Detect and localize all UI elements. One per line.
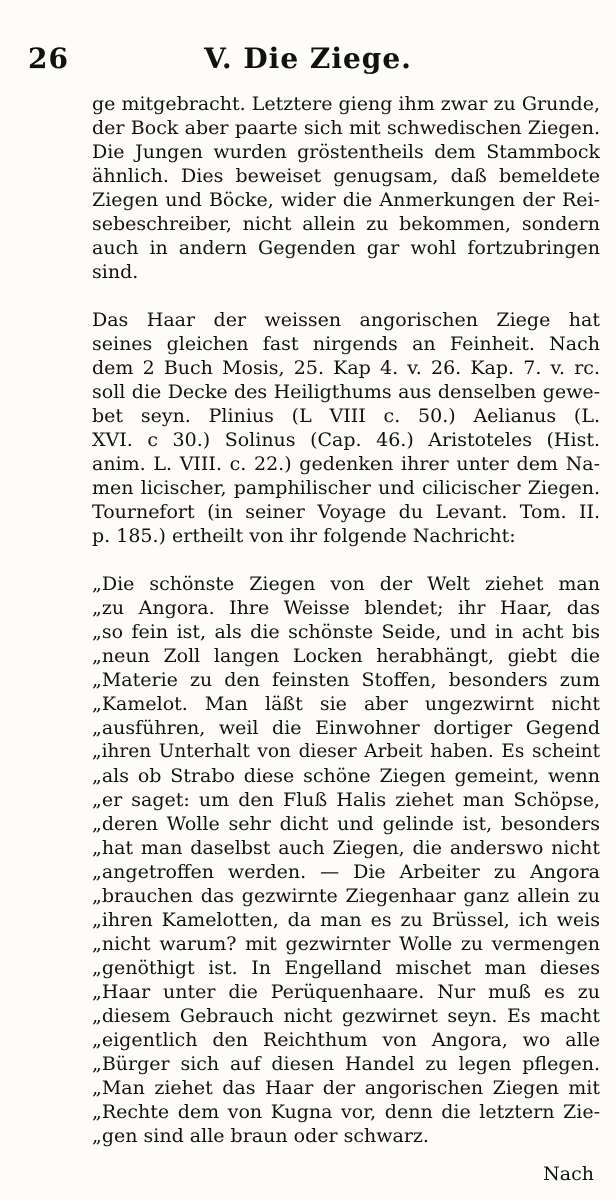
text-line: „Bürger sich auf diesen Handel zu legen pflegen. bbox=[92, 1053, 600, 1075]
text-line: Das Haar der weissen angorischen Ziege hat bbox=[92, 309, 600, 331]
page-number: 26 bbox=[28, 42, 69, 75]
text-line: auch in andern Gegenden gar wohl fortzubringen bbox=[92, 237, 600, 259]
text-line: dem 2 Buch Mosis, 25. Kap 4. v. 26. Kap. 7. v. rc. bbox=[92, 357, 600, 379]
text-line: Die Jungen wurden gröstentheils dem Stammbock bbox=[92, 141, 600, 163]
text-line: der Bock aber paarte sich mit schwedischen Ziegen. bbox=[92, 117, 600, 139]
text-line: ähnlich. Dies beweiset genugsam, daß bemeldete bbox=[92, 165, 600, 187]
text-line: „er saget: um den Fluß Halis ziehet man Schöpse, bbox=[92, 789, 600, 811]
text-line: XVI. c 30.) Solinus (Cap. 46.) Aristoteles (Hist. bbox=[92, 429, 600, 451]
body-text bbox=[92, 92, 600, 1148]
text-line: „Rechte dem von Kugna vor, denn die letztern Zie- bbox=[92, 1101, 600, 1123]
text-line: Ziegen und Böcke, wider die Anmerkungen der Rei- bbox=[92, 189, 600, 211]
text-line: „zu Angora. Ihre Weisse blendet; ihr Haar, das bbox=[92, 597, 600, 619]
text-line: „Materie zu den feinsten Stoffen, besonders zum bbox=[92, 669, 600, 691]
text-line: „hat man daselbst auch Ziegen, die anderswo nicht bbox=[92, 837, 600, 859]
text-line: „so fein ist, als die schönste Seide, und in acht bis bbox=[92, 621, 600, 643]
text-line: men licischer, pamphilischer und cilicischer Ziegen. bbox=[92, 477, 600, 499]
catchword: Nach bbox=[543, 1163, 594, 1185]
text-line: „eigentlich den Reichthum von Angora, wo alle bbox=[92, 1029, 600, 1051]
text-line: bet seyn. Plinius (L VIII c. 50.) Aelianus (L. bbox=[92, 405, 600, 427]
text-line: „Man ziehet das Haar der angorischen Ziegen mit bbox=[92, 1077, 600, 1099]
text-line: p. 185.) ertheilt von ihr folgende Nachricht: bbox=[92, 525, 516, 547]
text-line: soll die Decke des Heiligthums aus denselben gewe- bbox=[92, 381, 600, 403]
text-line: „gen sind alle braun oder schwarz. bbox=[92, 1125, 429, 1147]
text-line: „genöthigt ist. In Engelland mischet man dieses bbox=[92, 957, 600, 979]
paragraph bbox=[92, 92, 600, 284]
text-line: „diesem Gebrauch nicht gezwirnet seyn. Es macht bbox=[92, 1005, 600, 1027]
text-line: „Die schönste Ziegen von der Welt ziehet man bbox=[92, 573, 600, 595]
text-line: „ihren Kamelotten, da man es zu Brüssel, ich weis bbox=[92, 909, 600, 931]
running-head: V. Die Ziege. bbox=[204, 42, 412, 75]
paragraph-gap bbox=[92, 548, 600, 572]
paragraph-gap bbox=[92, 284, 600, 308]
text-line: „ihren Unterhalt von dieser Arbeit haben. Es scheint bbox=[92, 741, 600, 762]
text-line: „deren Wolle sehr dicht und gelinde ist, besonders bbox=[92, 813, 600, 835]
paragraph bbox=[92, 572, 600, 1148]
text-line: sebeschreiber, nicht allein zu bekommen, sondern bbox=[92, 213, 600, 235]
page-header bbox=[0, 40, 616, 76]
text-line: „brauchen das gezwirnte Ziegenhaar ganz allein zu bbox=[92, 885, 600, 907]
text-line: „als ob Strabo diese schöne Ziegen gemeint, wenn bbox=[92, 765, 600, 787]
text-line: seines gleichen fast nirgends an Feinheit. Nach bbox=[92, 333, 600, 355]
text-line: „Haar unter die Perüquenhaare. Nur muß es zu bbox=[92, 981, 600, 1003]
text-line: „Kamelot. Man läßt sie aber ungezwirnt nicht bbox=[92, 693, 600, 715]
text-line: „ausführen, weil die Einwohner dortiger Gegend bbox=[92, 717, 600, 739]
text-line: ge mitgebracht. Letztere gieng ihm zwar zu Grunde, bbox=[92, 93, 600, 115]
text-line: „angetroffen werden. — Die Arbeiter zu Angora bbox=[92, 861, 600, 883]
text-line: Tournefort (in seiner Voyage du Levant. Tom. II. bbox=[92, 501, 600, 523]
text-line: „neun Zoll langen Locken herabhängt, giebt die bbox=[92, 645, 600, 667]
text-line: sind. bbox=[92, 261, 139, 283]
text-line: „nicht warum? mit gezwirnter Wolle zu vermengen bbox=[92, 933, 600, 955]
paragraph bbox=[92, 308, 600, 548]
text-line: anim. L. VIII. c. 22.) gedenken ihrer unter dem Na- bbox=[92, 453, 600, 475]
